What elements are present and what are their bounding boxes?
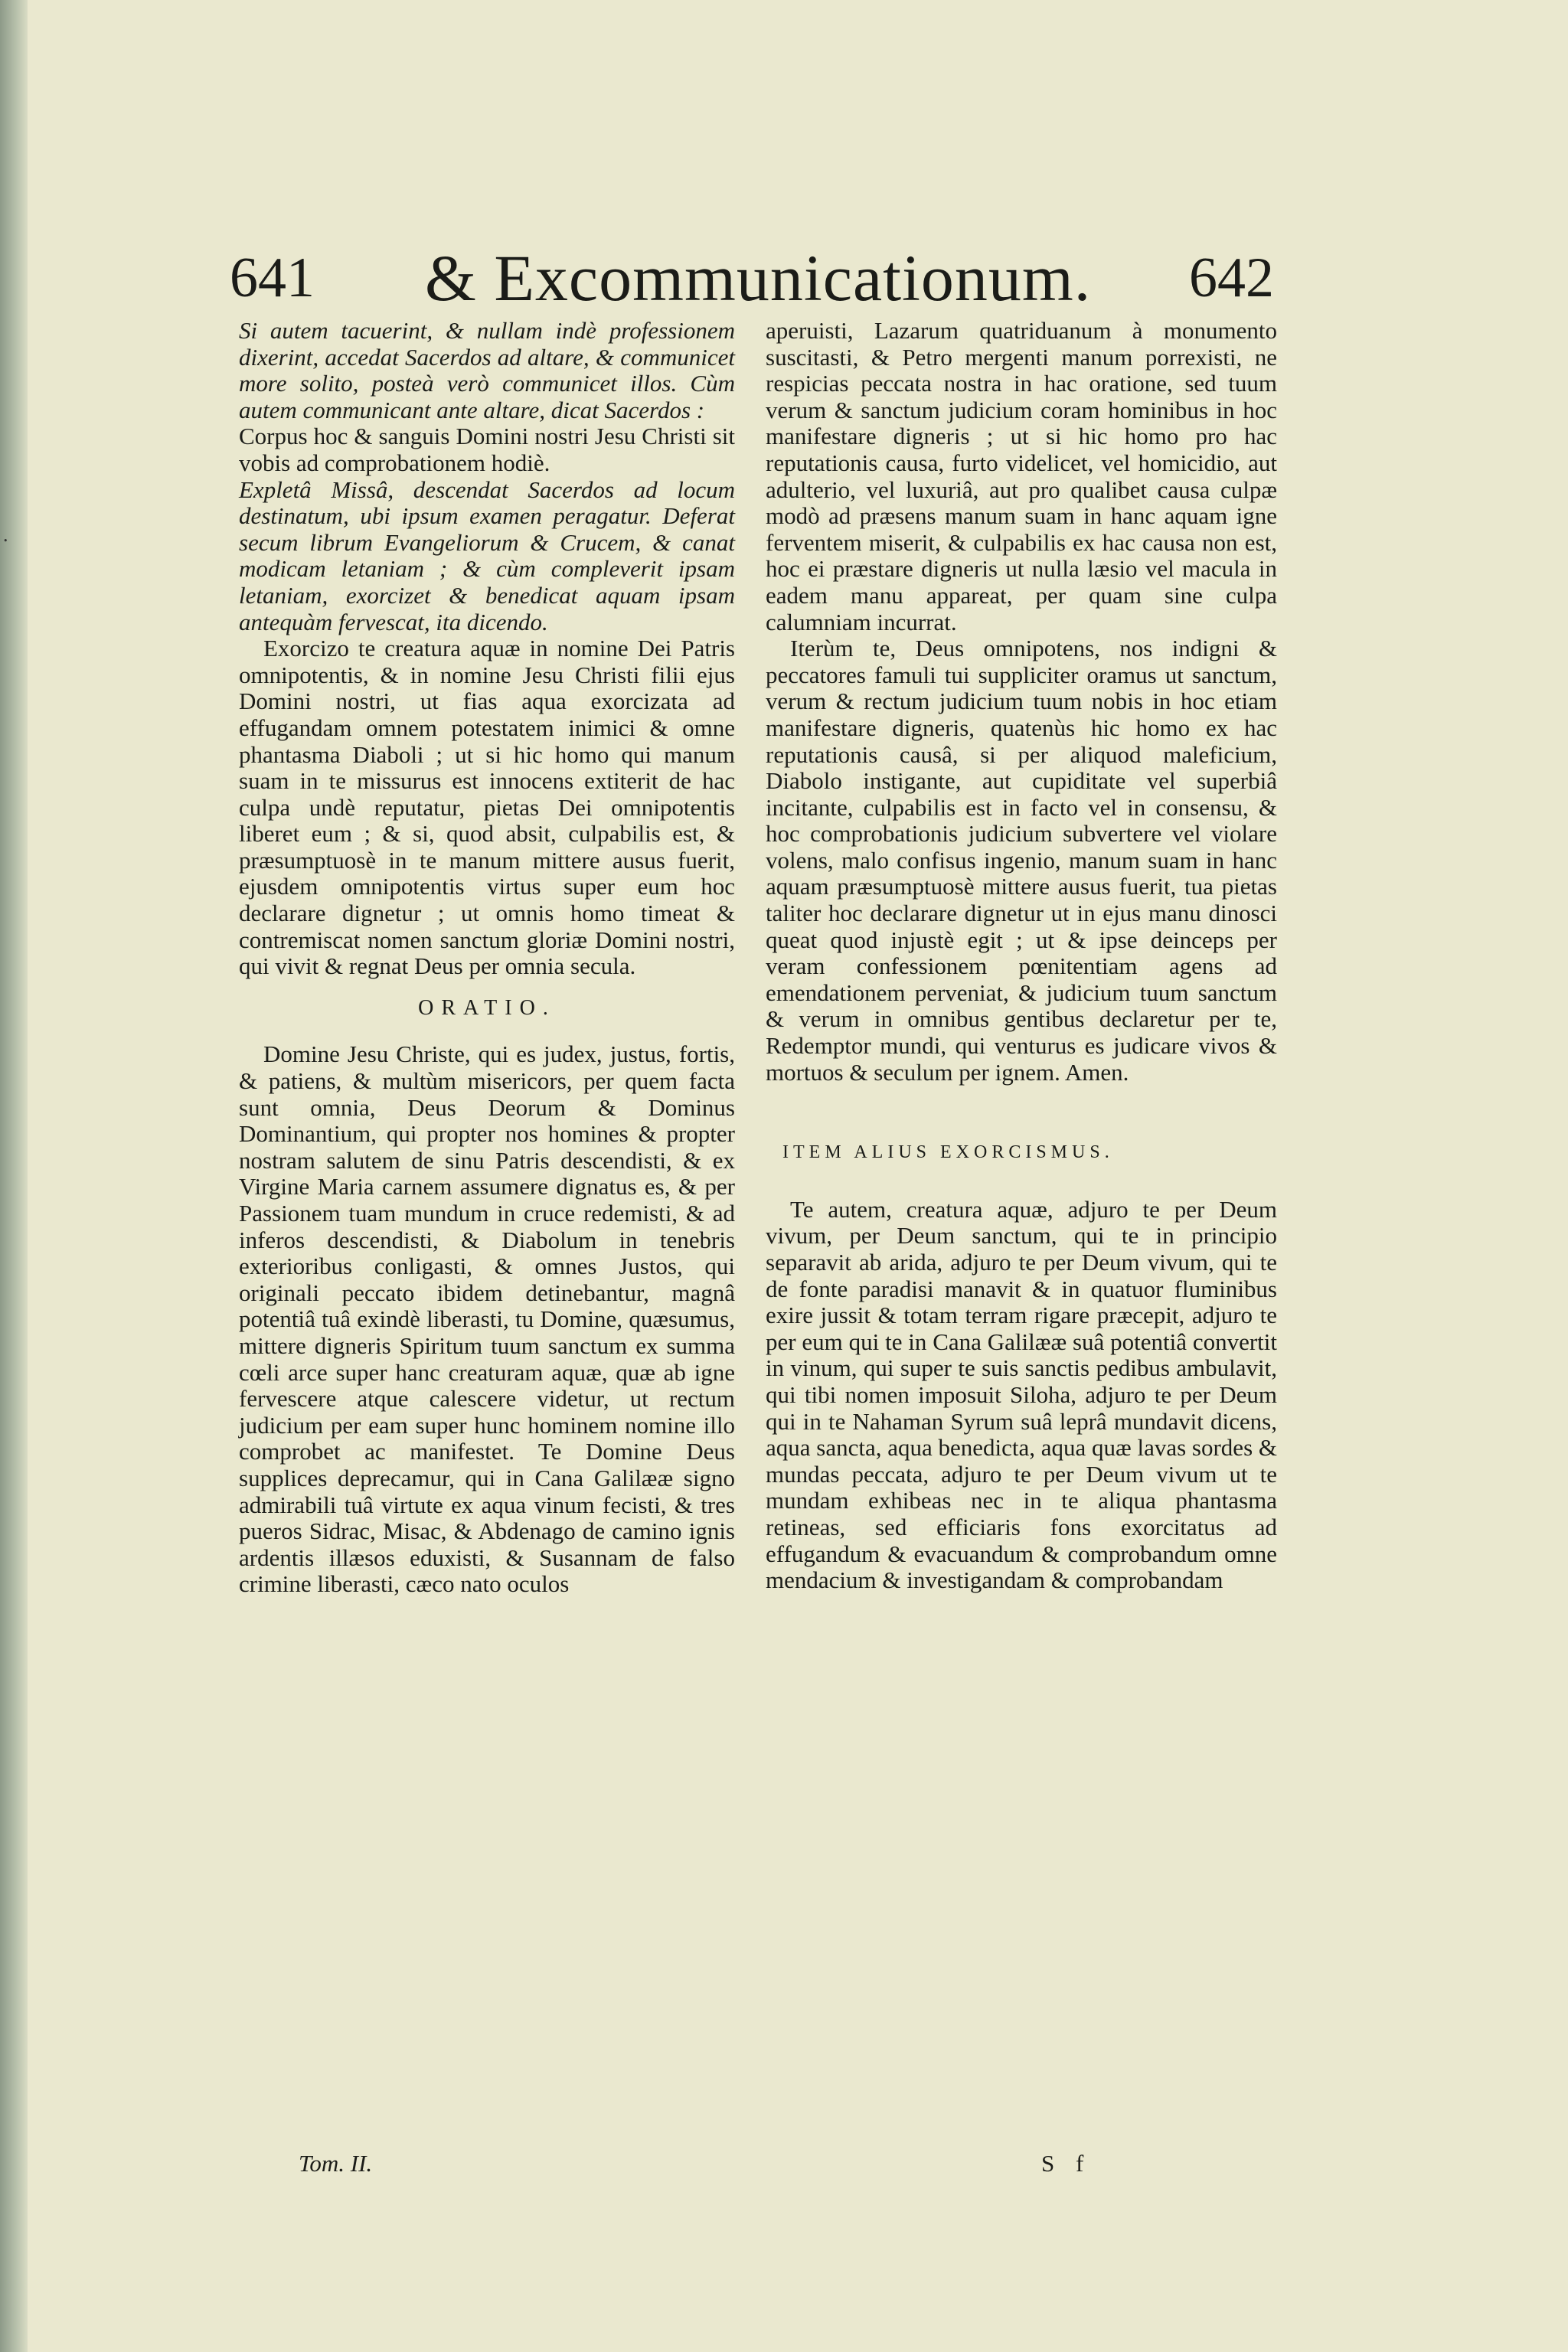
section-heading: ITEM ALIUS EXORCISMUS. xyxy=(782,1142,1114,1163)
volume-mark: Tom. II. xyxy=(299,2150,373,2177)
rubric-paragraph: Expletâ Missâ, descendat Sacerdos ad locum destinatum, ubi ipsum examen peragatur. Deferat secum librum Evangeliorum & Crucem, & canat modicam letaniam ; & cùm compleverit ipsam letaniam, exorcizet & benedicat aquam ipsam antequàm fervescat, ita dicendo. xyxy=(239,475,735,635)
exorcism-text: Exorcizo te creatura aquæ in nomine Dei Patris omnipotentis, & in nomine Jesu Christi filii ejus Domini nostri, ut fias aqua exorcizata ad effugandam omnem potestatem inimici & omne phantasma Diaboli ; ut si hic homo qui manum suam in te missurus est innocens extiterit de hac culpa undè reputatur, pietas Dei omnipotentis liberet eum ; & si, quod absit, culpabilis est, & præsumptuosè in te manum mittere ausus fuerit, ejusdem omnipotentis virtus super eum hoc declarare dignetur ; ut omnis homo timeat & contremiscat nomen sanctum gloriæ Domini nostri, qui vivit & regnat Deus per omnia secula. xyxy=(239,635,735,980)
continued-prayer-text: aperuisti, Lazarum quatriduanum à monumento suscitasti, & Petro mergenti manum porrexisti, ne respicias peccata nostra in hac oratione, sed tuum verum & sanctum judicium coram hominibus in hoc manifestare digneris ; ut si hic homo pro hac reputationis causa, furto videlicet, vel homicidio, aut adulterio, vel luxuriâ, aut pro qualibet causa culpæ modò ad præsens manum suam in hanc aquam igne ferventem miserit, & culpabilis ex hac causa non est, hoc ei præstare digneris ut nulla læsio vel macula in eadem manu appareat, per quam sine culpa calumniam incurrat. xyxy=(766,317,1277,635)
right-column xyxy=(766,318,1277,1594)
exorcism-text: Te autem, creatura aquæ, adjuro te per Deum vivum, per Deum sanctum, qui te in principio separavit ab arida, adjuro te per Deum vivum, qui te de fonte paradisi manavit & in quatuor fluminibus exire jussit & totam terram rigare præcepit, adjuro te per eum qui te in Cana Galilææ suâ potentiâ convertit in vinum, qui super te suis sanctis pedibus ambulavit, qui tibi nomen imposuit Siloha, adjuro te per Deum qui in te Nahaman Syrum suâ leprâ mundavit dicens, aqua sancta, aqua benedicta, aqua quæ lavas sordes & mundas peccata, adjuro te per Deum vivum ut te mundam exhibeas nec in te aliqua phantasma retineas, sed efficiaris fons exorcitatus ad effugandum & evacuandum & comprobandum omne mendacium & investigandam & comprobandam xyxy=(766,1195,1277,1594)
left-column xyxy=(239,318,735,1598)
section-heading: ORATIO. xyxy=(418,995,556,1020)
margin-mark: • xyxy=(3,536,8,546)
page-header xyxy=(230,236,1302,320)
running-title: & Excommunicationum. xyxy=(425,241,1092,315)
page-number-right: 642 xyxy=(1189,247,1274,309)
signature-mark: S f xyxy=(1041,2150,1092,2177)
rubric-paragraph: Si autem tacuerint, & nullam indè professionem dixerint, accedat Sacerdos ad altare, & communicet more solito, posteà verò communicet illos. Cùm autem communicant ante altare, dicat Sacerdos : xyxy=(239,317,735,423)
second-prayer-text: Iterùm te, Deus omnipotens, nos indigni & peccatores famuli tui suppliciter oramus ut sanctum, verum & rectum judicium tuum nobis in hoc etiam manifestare digneris, quatenùs hic homo ex hac reputationis causâ, si per aliquod maleficium, Diabolo instigante, aut cupiditate vel superbiâ incitante, culpabilis est in facto vel in consensu, & hoc comprobationis judicium subvertere vel violare volens, malo confisus ingenio, manum suam in hanc aquam præsumptuosè mittere ausus fuerit, tua pietas taliter hoc declarare dignetur ut in ejus manu dinosci queat quod injustè egit ; ut & ipse deinceps per veram confessionem pœnitentiam agens ad emendationem perveniat, & judicium tuum sanctum & verum in omnibus gentibus declaretur per te, Redemptor mundi, qui venturus es judicare vivos & mortuos & seculum per ignem. Amen. xyxy=(766,635,1277,1086)
communion-formula: Corpus hoc & sanguis Domini nostri Jesu Christi sit vobis ad comprobationem hodiè. xyxy=(239,423,735,476)
oratio-text: Domine Jesu Christe, qui es judex, justus, fortis, & patiens, & multùm misericors, per quem facta sunt omnia, Deus Deorum & Dominus Dominantium, qui propter nos homines & propter nostram salutem de sinu Patris descendisti, & ex Virgine Maria carnem assumere dignatus es, & per Passionem tuam mundum in cruce redemisti, & ad inferos descendisti, & Diabolum in tenebris exterioribus conligasti, & omnes Justos, qui originali peccato ibidem detinebantur, magnâ potentiâ tuâ exindè liberasti, tu Domine, quæsumus, mittere digneris Spiritum tuum sanctum ex summa cœli arce super hanc creaturam aquæ, quæ ab igne fervescere atque calescere videtur, ut rectum judicium per eam super hunc hominem nomine illo comprobet ac manifestet. Te Domine Deus supplices deprecamur, qui in Cana Galilææ signo admirabili tuâ virtute ex aqua vinum fecisti, & tres pueros Sidrac, Misac, & Abdenago de camino ignis ardentis illæsos eduxisti, & Susannam de falso crimine liberasti, cæco nato oculos xyxy=(239,1040,735,1598)
book-binding-edge xyxy=(0,0,28,2352)
page-number-left: 641 xyxy=(230,247,315,309)
